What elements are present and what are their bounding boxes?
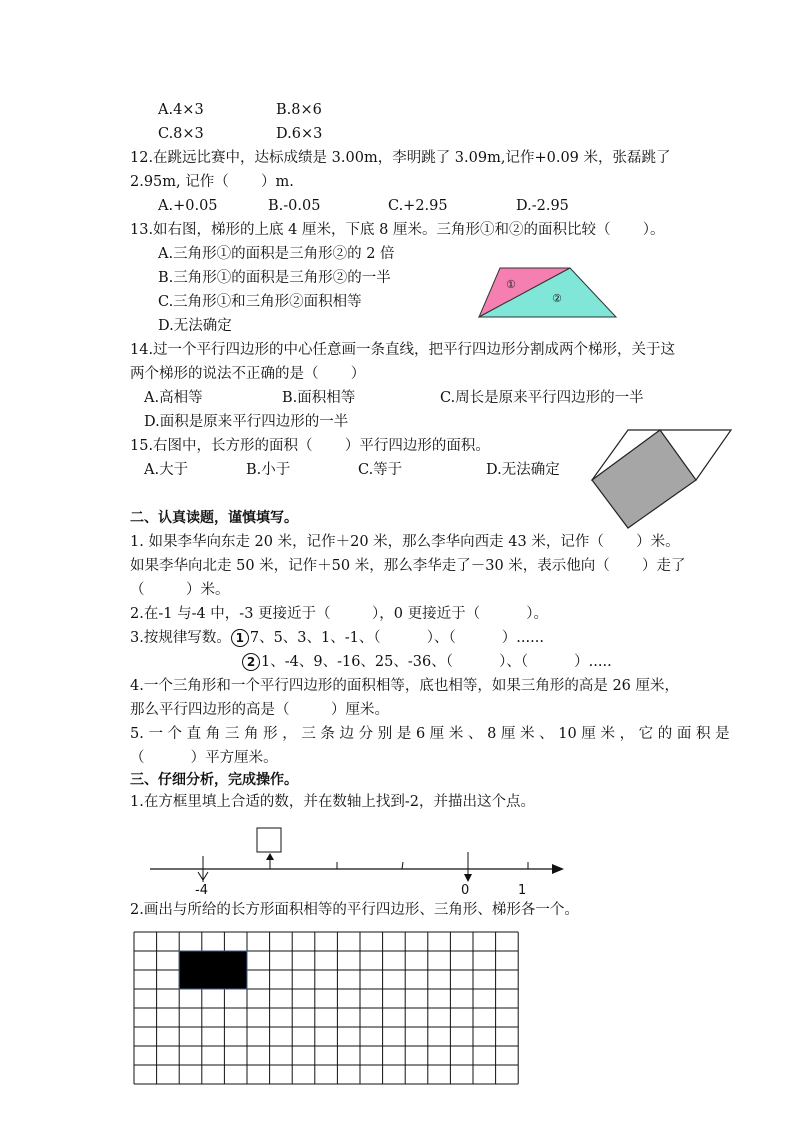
parallelogram-figure <box>588 428 734 530</box>
q11-option-d: D.6×3 <box>276 126 323 142</box>
number-line <box>140 822 580 902</box>
q12-option-c: C.+2.95 <box>388 198 448 214</box>
s2-q4-line1: 4.一个三角形和一个平行四边形的面积相等，底也相等，如果三角形的高是 26 厘米， <box>130 678 680 694</box>
q15-option-a: A.大于 <box>144 462 189 478</box>
q13-option-a: A.三角形①的面积是三角形②的 2 倍 <box>158 246 395 262</box>
q14-line2: 两个梯形的说法不正确的是（ ） <box>130 366 366 382</box>
q12-option-a: A.+0.05 <box>158 198 218 214</box>
s2-q2: 2.在-1 与-4 中，-3 更接近于（ ），0 更接近于（ ）。 <box>130 606 548 622</box>
q15-stem: 15.右图中，长方形的面积（ ）平行四边形的面积。 <box>130 438 490 454</box>
s2-q5-line1: 5. 一 个 直 角 三 角 形 ， 三 条 边 分 别 是 6 厘 米 、 8 厘 米 、 10 厘 米 ， 它 的 面 积 是 <box>130 726 730 742</box>
section2-title: 二、认真读题，谨慎填写。 <box>130 510 298 526</box>
s2-q3-lead: 3.按规律写数。 <box>130 630 231 646</box>
q14-option-b: B.面积相等 <box>282 390 356 406</box>
q13-option-b: B.三角形①的面积是三角形②的一半 <box>158 270 391 286</box>
triangle-2-label: ② <box>552 292 562 305</box>
label-one: 1 <box>518 883 527 898</box>
q12-option-b: B.-0.05 <box>268 198 321 214</box>
q13-stem: 13.如右图，梯形的上底 4 厘米，下底 8 厘米。三角形①和②的面积比较（ ）。 <box>130 222 665 238</box>
label-neg4: -4 <box>195 883 208 898</box>
q13-option-c: C.三角形①和三角形②面积相等 <box>158 294 362 310</box>
circled-number-2: 2 <box>242 653 260 671</box>
q11-option-b: B.8×6 <box>276 102 322 118</box>
q11-option-a: A.4×3 <box>158 102 204 118</box>
triangle-1-label: ① <box>506 278 516 291</box>
box-arrowhead <box>266 853 274 860</box>
q12-line2: 2.95m, 记作（ ）m. <box>130 174 294 190</box>
q12-line1: 12.在跳远比赛中，达标成绩是 3.00m，李明跳了 3.09m,记作+0.09 米，张磊跳了 <box>130 150 671 166</box>
q14-option-c: C.周长是原来平行四边形的一半 <box>440 390 644 406</box>
s2-q1-line3: （ ）米。 <box>130 582 230 598</box>
s2-q5-line2: （ ）平方厘米。 <box>130 750 278 766</box>
q14-option-a: A.高相等 <box>144 390 203 406</box>
q13-option-d: D.无法确定 <box>158 318 232 334</box>
drawing-grid[interactable] <box>133 931 519 1085</box>
q11-option-c: C.8×3 <box>158 126 204 142</box>
s2-q3-row1 <box>130 628 544 648</box>
circled-number-1: 1 <box>231 629 249 647</box>
q15-option-d: D.无法确定 <box>486 462 560 478</box>
axis-arrowhead <box>552 864 564 874</box>
s2-q3-row2 <box>242 652 612 672</box>
tick-mark <box>402 862 403 869</box>
s2-q3-seq1: 7、5、3、1、-1、（ ）、（ ）...... <box>249 630 544 646</box>
s3-q1: 1.在方框里填上合适的数，并在数轴上找到-2，并描出这个点。 <box>130 794 535 810</box>
zero-arrowhead <box>464 874 472 882</box>
trapezoid-figure <box>470 264 620 322</box>
label-zero: 0 <box>461 883 470 898</box>
q14-option-d: D.面积是原来平行四边形的一半 <box>144 414 349 430</box>
q12-option-d: D.-2.95 <box>516 198 569 214</box>
s3-q2: 2.画出与所给的长方形面积相等的平行四边形、三角形、梯形各一个。 <box>130 902 579 918</box>
q15-option-c: C.等于 <box>358 462 403 478</box>
s2-q1-line2: 如果李华向北走 50 米，记作＋50 米，那么李华走了－30 米，表示他向（ ）走了 <box>130 558 686 574</box>
section3-title: 三、仔细分析，完成操作。 <box>130 772 298 788</box>
s2-q1-line1: 1. 如果李华向东走 20 米，记作＋20 米，那么李华向西走 43 米，记作（ ）米。 <box>130 534 680 550</box>
rectangle-shaded <box>592 430 696 528</box>
s2-q4-line2: 那么平行四边形的高是（ ）厘米。 <box>130 702 389 718</box>
answer-box[interactable] <box>257 828 281 852</box>
given-rectangle <box>179 951 247 989</box>
q14-line1: 14.过一个平行四边形的中心任意画一条直线，把平行四边形分割成两个梯形，关于这 <box>130 342 676 358</box>
s2-q3-seq2: 1、-4、9、-16、25、-36、（ ）、（ ）..... <box>261 654 612 670</box>
q15-option-b: B.小于 <box>246 462 291 478</box>
